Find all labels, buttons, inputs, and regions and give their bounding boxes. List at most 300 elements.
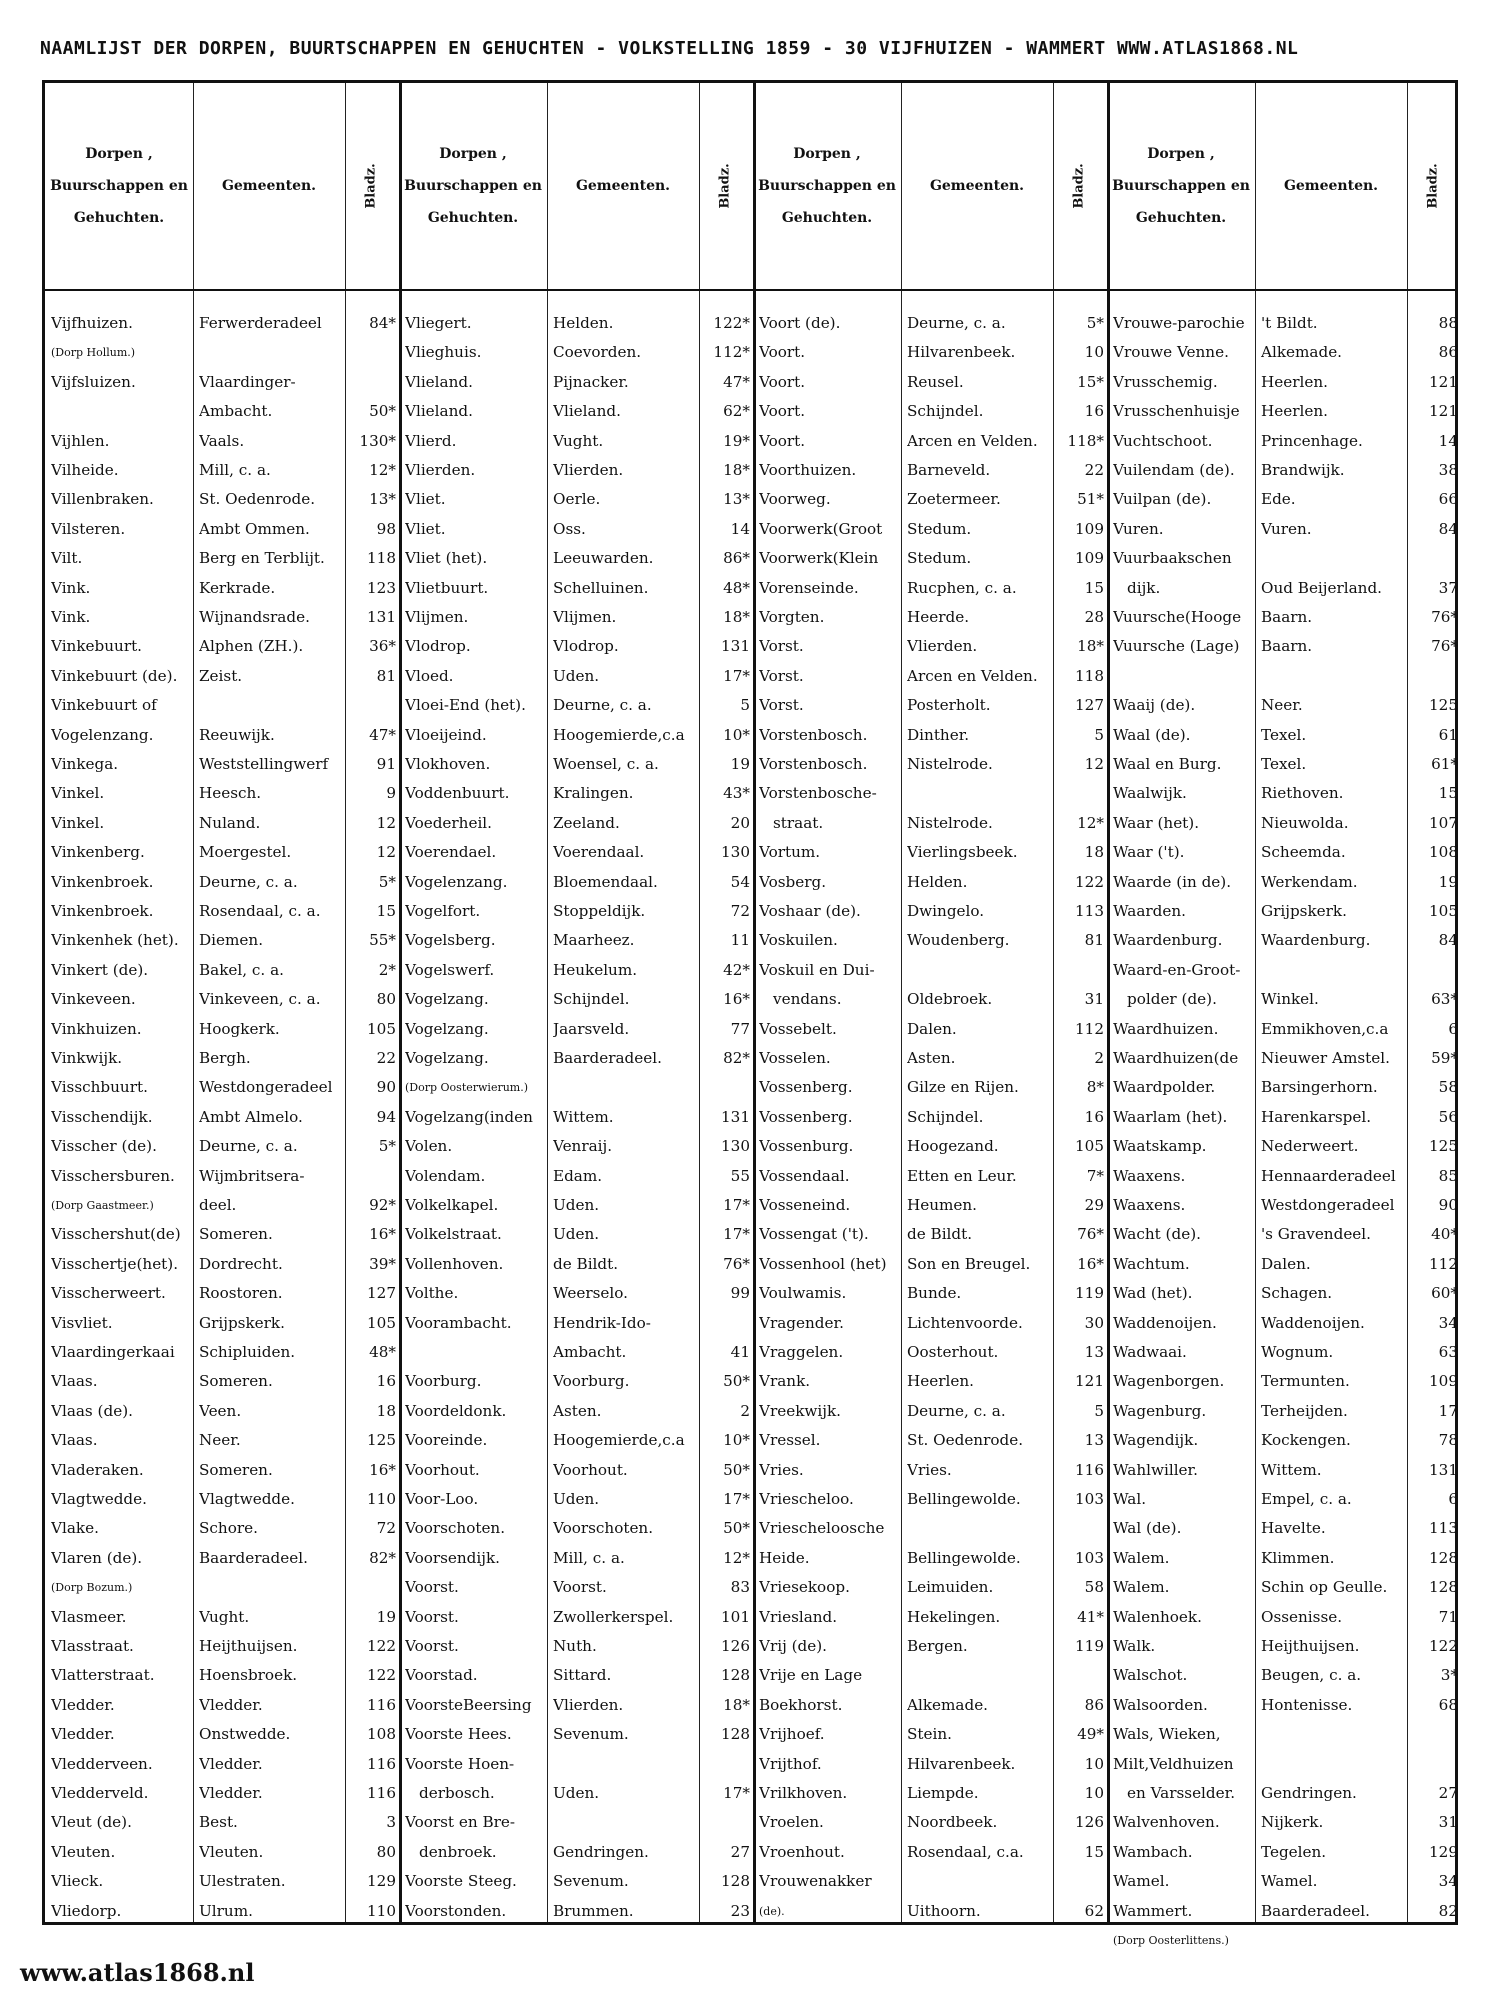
table-row	[753, 368, 1107, 397]
table-row	[45, 1867, 399, 1896]
place-name: Vosseneind.	[759, 1196, 851, 1214]
municipality: Ambacht.	[199, 402, 273, 421]
table-row	[45, 515, 399, 544]
table-row	[753, 1367, 1107, 1396]
page-number	[1053, 1867, 1107, 1896]
table-row	[45, 985, 399, 1014]
table-row	[45, 1279, 399, 1308]
place-name: Vossebelt.	[759, 1019, 837, 1038]
municipality: Zoetermeer.	[907, 490, 1001, 509]
place-name: Vlagtwedde.	[51, 1490, 147, 1508]
municipality: Helden.	[907, 872, 968, 891]
page-number: 22	[1084, 461, 1104, 479]
place-name: Vogelsberg.	[405, 931, 496, 950]
municipality: Vaals.	[199, 431, 245, 450]
table-row	[399, 1544, 753, 1573]
table-row	[399, 1514, 753, 1543]
table-row	[1107, 456, 1461, 485]
page-number: 84*	[369, 314, 396, 332]
municipality: Tegelen.	[1261, 1842, 1327, 1861]
place-name: Waddenoijen.	[1113, 1313, 1217, 1332]
municipality: Deurne, c. a.	[907, 314, 1006, 332]
municipality: Harenkarspel.	[1261, 1107, 1372, 1126]
table-row	[399, 309, 753, 338]
municipality: Barneveld.	[907, 461, 991, 479]
page-number: 108	[367, 1725, 396, 1744]
table-row	[399, 1661, 753, 1690]
place-name: Vorstenbosche-	[759, 784, 877, 803]
municipality: Westdongeradeel	[199, 1078, 333, 1097]
table-row	[399, 1838, 753, 1867]
place-name: Voort.	[759, 343, 806, 362]
municipality: Vught.	[199, 1607, 250, 1626]
page-number: 40*	[1431, 1225, 1458, 1244]
page-number: 16	[376, 1372, 396, 1391]
place-name: Vlaardingerkaai	[51, 1343, 175, 1361]
table-row	[45, 1661, 399, 1690]
municipality: Termunten.	[1261, 1372, 1350, 1391]
table-row	[753, 1073, 1107, 1102]
table-row	[45, 397, 399, 426]
place-name: Vlieland.	[405, 372, 473, 391]
place-name: Voorsendijk.	[405, 1548, 501, 1567]
place-name: Vilheide.	[51, 461, 119, 479]
place-name: Voederheil.	[405, 813, 492, 832]
table-row	[1107, 1397, 1461, 1426]
place-name: Vollenhoven.	[405, 1254, 504, 1273]
place-name: Walenhoek.	[1113, 1607, 1202, 1626]
table-row	[399, 1132, 753, 1161]
table-row	[45, 868, 399, 897]
page-number: 128	[1429, 1548, 1458, 1567]
page-number: 2	[740, 1401, 750, 1420]
page-number	[1407, 956, 1461, 985]
table-row	[399, 515, 753, 544]
municipality: Gendringen.	[553, 1842, 649, 1861]
place-name: Waaxens.	[1113, 1166, 1186, 1185]
place-name: derbosch.	[419, 1784, 495, 1802]
place-name: (Dorp Bozum.)	[51, 1581, 133, 1595]
place-name: Vriesland.	[759, 1607, 838, 1626]
page-number: 58	[1438, 1078, 1458, 1097]
page-number: 5*	[1086, 314, 1104, 332]
municipality: Vlodrop.	[553, 637, 619, 656]
table-row	[45, 1073, 399, 1102]
table-row	[45, 1456, 399, 1485]
table-row	[399, 897, 753, 926]
page-number: 48*	[369, 1343, 396, 1361]
place-name: Visschbuurt.	[51, 1078, 148, 1097]
place-name: Voorst.	[405, 1578, 459, 1597]
table-row	[1107, 574, 1461, 603]
table-row	[45, 603, 399, 632]
page-number: 76*	[1431, 637, 1458, 656]
page-number: 10	[1084, 1784, 1104, 1802]
table-row	[399, 338, 753, 367]
page-number: 11	[730, 931, 750, 950]
municipality: Texel.	[1261, 755, 1307, 773]
municipality: Reusel.	[907, 372, 964, 391]
place-name: Vorstenbosch.	[759, 755, 868, 773]
place-name: Vinkega.	[51, 755, 119, 773]
table-row	[45, 1750, 399, 1779]
municipality: Vinkeveen, c. a.	[199, 990, 321, 1009]
table-row	[399, 1191, 753, 1220]
place-name: Vuren.	[1113, 519, 1164, 538]
page-number: 84	[1438, 519, 1458, 538]
place-name: Vlierden.	[405, 461, 476, 479]
page-number: 49*	[1077, 1725, 1104, 1744]
place-name: Vinkenberg.	[51, 843, 145, 862]
page-number: 84	[1438, 931, 1458, 950]
place-name: Vledder.	[51, 1725, 115, 1744]
municipality: Ede.	[1261, 490, 1296, 509]
page-number: 113	[1075, 902, 1104, 920]
place-name: Vrijthof.	[759, 1754, 822, 1773]
table-row	[753, 397, 1107, 426]
municipality: Mill, c. a.	[199, 461, 271, 479]
page-number	[1407, 662, 1461, 691]
table-row	[1107, 1279, 1461, 1308]
municipality: Someren.	[199, 1372, 273, 1391]
table-row	[45, 750, 399, 779]
municipality: Nuland.	[199, 813, 261, 832]
municipality: Waddenoijen.	[1261, 1313, 1365, 1332]
municipality: Baarn.	[1261, 637, 1313, 656]
table-row	[399, 1015, 753, 1044]
municipality: Baarderadeel.	[199, 1548, 308, 1567]
municipality: Nistelrode.	[907, 813, 993, 832]
place-name: Wamel.	[1113, 1872, 1170, 1891]
municipality	[553, 1073, 697, 1102]
page-title: NAAMLIJST DER DORPEN, BUURTSCHAPPEN EN GEHUCHTEN - VOLKSTELLING 1859 - 30 VIJFHUIZEN - WAMMERT WWW.ATLAS1868.NL	[40, 38, 1299, 59]
place-name: Walvenhoven.	[1113, 1813, 1220, 1832]
place-name: Voshaar (de).	[759, 902, 861, 920]
page-number: 108	[1429, 843, 1458, 862]
place-name: Vinkhuizen.	[51, 1019, 142, 1038]
place-name: (Dorp Gaastmeer.)	[51, 1199, 154, 1212]
page-number: 28	[1084, 608, 1104, 626]
place-name: Vinkenbroek.	[51, 902, 154, 920]
table-row	[399, 1691, 753, 1720]
table-row	[753, 1309, 1107, 1338]
table-row	[45, 1103, 399, 1132]
place-name: Vlierd.	[405, 431, 457, 450]
page-number: 6	[1448, 1490, 1458, 1508]
page-number: 18*	[723, 461, 750, 479]
page-number	[1053, 779, 1107, 808]
municipality: Bergh.	[199, 1049, 251, 1067]
page-number: 51*	[1077, 490, 1104, 509]
place-name: Vogelzang.	[405, 1019, 489, 1038]
page-number: 10	[1084, 1754, 1104, 1773]
municipality: Baarn.	[1261, 608, 1313, 626]
table-row	[45, 1603, 399, 1632]
page-number: 78	[1438, 1431, 1458, 1450]
table-row	[753, 456, 1107, 485]
municipality: Wijnandsrade.	[199, 608, 310, 626]
table-row	[1107, 1456, 1461, 1485]
place-name: Walem.	[1113, 1548, 1170, 1567]
table-row	[1107, 1926, 1461, 1955]
page-number: 19	[376, 1607, 396, 1626]
table-row	[753, 1191, 1107, 1220]
table-row	[753, 603, 1107, 632]
table-row	[45, 721, 399, 750]
table-row	[45, 691, 399, 720]
page-number: 105	[1075, 1137, 1104, 1156]
place-name: Voskuil en Dui-	[759, 960, 875, 979]
table-row	[753, 1750, 1107, 1779]
place-name: Visscherweert.	[51, 1284, 166, 1303]
municipality: Woensel, c. a.	[553, 755, 659, 773]
table-row	[399, 1573, 753, 1602]
page-number: 109	[1075, 549, 1104, 568]
page-number: 116	[367, 1695, 396, 1714]
page-number: 12	[376, 813, 396, 832]
municipality: Posterholt.	[907, 696, 991, 715]
header-municipality: Gemeenten.	[1283, 178, 1379, 194]
place-name: Vuilpan (de).	[1113, 490, 1212, 509]
place-name: Boekhorst.	[759, 1695, 843, 1714]
place-name: dijk.	[1127, 578, 1161, 597]
municipality: Uden.	[553, 1196, 600, 1214]
place-name: Vilsteren.	[51, 519, 126, 538]
page-number: 86*	[723, 549, 750, 568]
municipality: Hilvarenbeek.	[907, 1754, 1016, 1773]
place-name: Vlaas (de).	[51, 1401, 133, 1420]
place-name: Vortum.	[759, 843, 821, 862]
table-row	[399, 1309, 753, 1338]
place-name: Vlodrop.	[405, 637, 471, 656]
place-name: Walsoorden.	[1113, 1695, 1208, 1714]
table-row	[753, 1691, 1107, 1720]
table-row	[45, 368, 399, 397]
table-row	[45, 838, 399, 867]
municipality: Heijthuijsen.	[1261, 1637, 1360, 1655]
table-row	[45, 1838, 399, 1867]
municipality	[1261, 1926, 1405, 1955]
page-number: 105	[367, 1019, 396, 1038]
page-number: 55	[730, 1166, 750, 1185]
place-name: Vosselen.	[759, 1049, 831, 1067]
page-number: 72	[730, 902, 750, 920]
page-number: 94	[376, 1107, 396, 1126]
municipality: Lichtenvoorde.	[907, 1313, 1023, 1332]
table-row	[399, 1220, 753, 1249]
place-name: Wal.	[1113, 1490, 1147, 1508]
page-number: 131	[721, 1107, 750, 1126]
page-number: 109	[1075, 519, 1104, 538]
header-municipality: Gemeenten.	[929, 178, 1025, 194]
table-row	[399, 868, 753, 897]
municipality: Grijpskerk.	[1261, 902, 1347, 920]
place-name: Vledder.	[51, 1695, 115, 1714]
place-name: Vlasstraat.	[51, 1637, 134, 1655]
municipality: Winkel.	[1261, 990, 1319, 1009]
municipality: Vlierden.	[907, 637, 978, 656]
table-row	[45, 1691, 399, 1720]
table-row	[399, 1397, 753, 1426]
page-number: 131	[367, 608, 396, 626]
municipality: Zeist.	[199, 666, 243, 685]
municipality: Nistelrode.	[907, 755, 993, 773]
place-name: Vinkenhek (het).	[51, 931, 179, 950]
municipality: Wijmbritsera-	[199, 1166, 305, 1185]
page-number: 37	[1438, 578, 1458, 597]
page-number: 41*	[1077, 1607, 1104, 1626]
page-number: 55*	[369, 931, 396, 950]
table-row	[45, 1573, 399, 1602]
page-number: 126	[721, 1637, 750, 1655]
municipality: Hoogemierde,c.a	[553, 725, 685, 744]
municipality: Weerselo.	[553, 1284, 628, 1303]
place-name: Voor-Loo.	[405, 1490, 479, 1508]
table-row	[399, 1162, 753, 1191]
municipality: Beugen, c. a.	[1261, 1666, 1362, 1685]
place-name: Visschertje(het).	[51, 1254, 179, 1273]
page-number: 121	[1075, 1372, 1104, 1391]
place-name: Waarde (in de).	[1113, 872, 1232, 891]
table-row	[1107, 956, 1461, 985]
page-number: 3*	[1440, 1666, 1458, 1685]
table-row	[399, 427, 753, 456]
municipality: de Bildt.	[553, 1254, 619, 1273]
table-row	[45, 1720, 399, 1749]
table-row	[399, 1779, 753, 1808]
table-row	[45, 1162, 399, 1191]
table-row	[753, 1514, 1107, 1543]
table-row	[1107, 632, 1461, 661]
place-name: Walem.	[1113, 1578, 1170, 1597]
municipality: Bellingewolde.	[907, 1490, 1021, 1508]
municipality: Zeeland.	[553, 813, 620, 832]
table-row	[753, 1103, 1107, 1132]
table-row	[753, 1162, 1107, 1191]
page-number: 123	[367, 578, 396, 597]
page-number: 15	[1438, 784, 1458, 803]
page-number: 14	[730, 519, 750, 538]
page-number	[1053, 1661, 1107, 1690]
page-number: 15*	[1077, 372, 1104, 391]
page-number: 103	[1075, 1490, 1104, 1508]
municipality: Heumen.	[907, 1196, 978, 1214]
page-number: 16	[1084, 1107, 1104, 1126]
municipality: Berg en Terblijt.	[199, 549, 325, 568]
table-row	[753, 1044, 1107, 1073]
place-name: Vleuten.	[51, 1842, 116, 1861]
place-name: Vijhlen.	[51, 431, 110, 450]
table-row	[753, 662, 1107, 691]
table-row	[399, 1073, 753, 1102]
place-name: Vledderveld.	[51, 1784, 149, 1802]
table-row	[1107, 1338, 1461, 1367]
table-row	[753, 485, 1107, 514]
place-name: en Varsselder.	[1127, 1784, 1236, 1802]
page-number: 15	[1084, 578, 1104, 597]
municipality: Texel.	[1261, 725, 1307, 744]
municipality	[1261, 956, 1405, 985]
municipality: Stein.	[907, 1725, 952, 1744]
page-number: 13	[1084, 1431, 1104, 1450]
page-number: 5	[740, 696, 750, 715]
page-number: 116	[367, 1754, 396, 1773]
table-row	[753, 1603, 1107, 1632]
header-place: Dorpen , Buurschappen en Gehuchten.	[758, 146, 896, 226]
place-name: Vlokhoven.	[405, 755, 491, 773]
place-name: Vossenberg.	[759, 1107, 853, 1126]
table-row	[753, 309, 1107, 338]
municipality: Bunde.	[907, 1284, 962, 1303]
place-name: Volthe.	[405, 1284, 459, 1303]
municipality: Weststellingwerf	[199, 755, 329, 773]
page-number	[699, 1309, 753, 1338]
page-number: 125	[1429, 1137, 1458, 1156]
municipality: Emmikhoven,c.a	[1261, 1019, 1389, 1038]
municipality: Schipluiden.	[199, 1343, 296, 1361]
table-row	[753, 1897, 1107, 1926]
municipality: Deurne, c. a.	[907, 1401, 1006, 1420]
place-name: Vliegert.	[405, 314, 472, 332]
table-row	[753, 515, 1107, 544]
header-rule	[45, 289, 1455, 291]
municipality: Mill, c. a.	[553, 1548, 625, 1567]
header-page: Bladz.	[1071, 163, 1087, 209]
place-name: Vries.	[759, 1460, 804, 1479]
table-row	[753, 1661, 1107, 1690]
table-row	[753, 1338, 1107, 1367]
page-number: 130*	[359, 431, 396, 450]
municipality: Heerde.	[907, 608, 970, 626]
municipality: Klimmen.	[1261, 1548, 1335, 1567]
municipality: Best.	[199, 1813, 238, 1832]
page-number: 85	[1438, 1166, 1458, 1185]
page-number: 12*	[1077, 813, 1104, 832]
table-row	[1107, 809, 1461, 838]
place-name: Vroenhout.	[759, 1842, 845, 1861]
place-name: Wagenburg.	[1113, 1401, 1207, 1420]
table-row	[753, 985, 1107, 1014]
page-number	[1407, 1720, 1461, 1749]
place-name: Voorthuizen.	[759, 461, 857, 479]
page-number: 72	[376, 1519, 396, 1538]
table-row	[753, 338, 1107, 367]
municipality: Alphen (ZH.).	[199, 637, 304, 656]
table-row	[399, 1867, 753, 1896]
municipality: Westdongeradeel	[1261, 1196, 1395, 1214]
place-name: Waarden.	[1113, 902, 1186, 920]
place-name: Vlaas.	[51, 1372, 98, 1391]
place-name: Waar (het).	[1113, 813, 1200, 832]
table-row	[1107, 1544, 1461, 1573]
place-name: Heide.	[759, 1548, 810, 1567]
page-number: 12*	[369, 461, 396, 479]
page-number: 112	[1429, 1254, 1458, 1273]
place-name: Vrijhoef.	[759, 1725, 825, 1744]
page-number: 131	[721, 637, 750, 656]
table-row	[399, 809, 753, 838]
table-row	[1107, 779, 1461, 808]
municipality: Hendrik-Ido-	[553, 1313, 651, 1332]
place-name: Walschot.	[1113, 1666, 1188, 1685]
municipality: Hoogemierde,c.a	[553, 1431, 685, 1450]
municipality: Schagen.	[1261, 1284, 1333, 1303]
municipality: Baarderadeel.	[553, 1049, 662, 1067]
page-number: 34	[1438, 1313, 1458, 1332]
table-row	[1107, 1661, 1461, 1690]
municipality	[199, 1573, 343, 1602]
place-name: Voort.	[759, 372, 806, 391]
